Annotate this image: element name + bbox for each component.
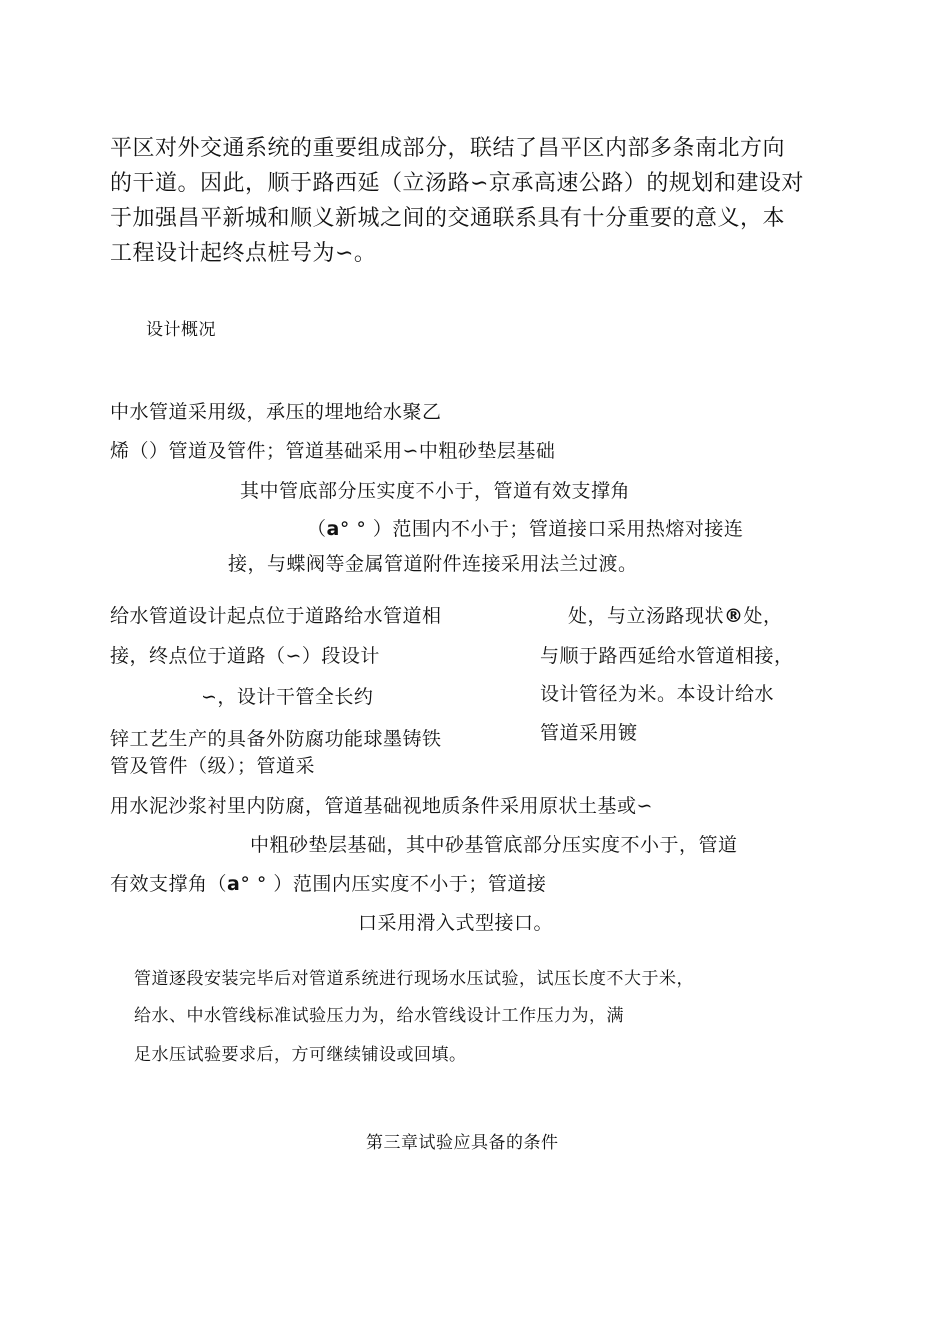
open-paren: （: [307, 518, 327, 540]
supply-right-3: 设计管径为米。本设计给水: [540, 683, 775, 705]
supply-line-7: 中粗砂垫层基础，其中砂基管底部分压实度不小于，管道: [250, 834, 738, 856]
intro-line-3: 于加强昌平新城和顺义新城之间的交通联系具有十分重要的意义，本: [110, 206, 786, 231]
supply-line-8a: 有效支撑角（: [110, 873, 228, 895]
supply-line-6: 用水泥沙浆衬里内防腐，管道基础视地质条件采用原状土基或∽: [110, 795, 653, 817]
supply-line-8: [110, 869, 546, 896]
reclaimed-line-4-rest: ° ° ）范围内不小于；管道接口采用热熔对接连: [339, 518, 744, 540]
supply-line-8b: ° ° ）范围内压实度不小于；管道接: [240, 873, 547, 895]
reclaimed-line-2: 烯（）管道及管件；管道基础采用∽中粗砂垫层基础: [110, 440, 556, 462]
reclaimed-line-1: 中水管道采用级，承压的埋地给水聚乙: [110, 401, 442, 423]
pressure-line-2: 给水、中水管线标准试验压力为，给水管线设计工作压力为，满: [134, 1006, 624, 1026]
alpha-symbol-2: a: [227, 873, 241, 895]
supply-left-2: 接，终点位于道路（∽）段设计: [110, 645, 380, 667]
pressure-line-3: 足水压试验要求后，方可继续铺设或回填。: [134, 1045, 467, 1065]
pressure-line-1: 管道逐段安装完毕后对管道系统进行现场水压试验，试压长度不大于米，: [134, 969, 694, 989]
intro-line-4: 工程设计起终点桩号为∽。: [110, 241, 377, 266]
supply-right-4: 管道采用镀: [540, 722, 638, 744]
supply-right-1: [568, 601, 783, 628]
intro-line-2: 的干道。因此，顺于路西延（立汤路∽京承高速公路）的规划和建设对: [110, 171, 804, 196]
intro-line-1: 平区对外交通系统的重要组成部分，联结了昌平区内部多条南北方向: [110, 136, 786, 161]
supply-right-1a: 处，与立汤路现状: [568, 605, 725, 627]
reclaimed-line-4: [307, 514, 743, 541]
supply-left-5: 管及管件（级）；管道采: [110, 755, 316, 777]
supply-line-9: 口采用滑入式型接口。: [358, 912, 554, 934]
chapter-title: 第三章试验应具备的条件: [366, 1133, 559, 1153]
reclaimed-line-3: 其中管底部分压实度不小于，管道有效支撑角: [240, 480, 631, 502]
registered-mark: ®: [724, 605, 744, 627]
supply-left-4: 锌工艺生产的具备外防腐功能球墨铸铁: [110, 728, 442, 750]
reclaimed-line-5: 接，与蝶阀等金属管道附件连接采用法兰过渡。: [228, 553, 638, 575]
section-heading-overview: 设计概况: [146, 320, 216, 340]
alpha-symbol: a: [326, 518, 340, 540]
supply-right-2: 与顺于路西延给水管道相接，: [540, 645, 794, 667]
supply-left-3: ∽，设计干管全长约: [201, 686, 374, 708]
supply-left-1: 给水管道设计起点位于道路给水管道相: [110, 605, 442, 627]
supply-right-1b: 处，: [743, 605, 783, 627]
